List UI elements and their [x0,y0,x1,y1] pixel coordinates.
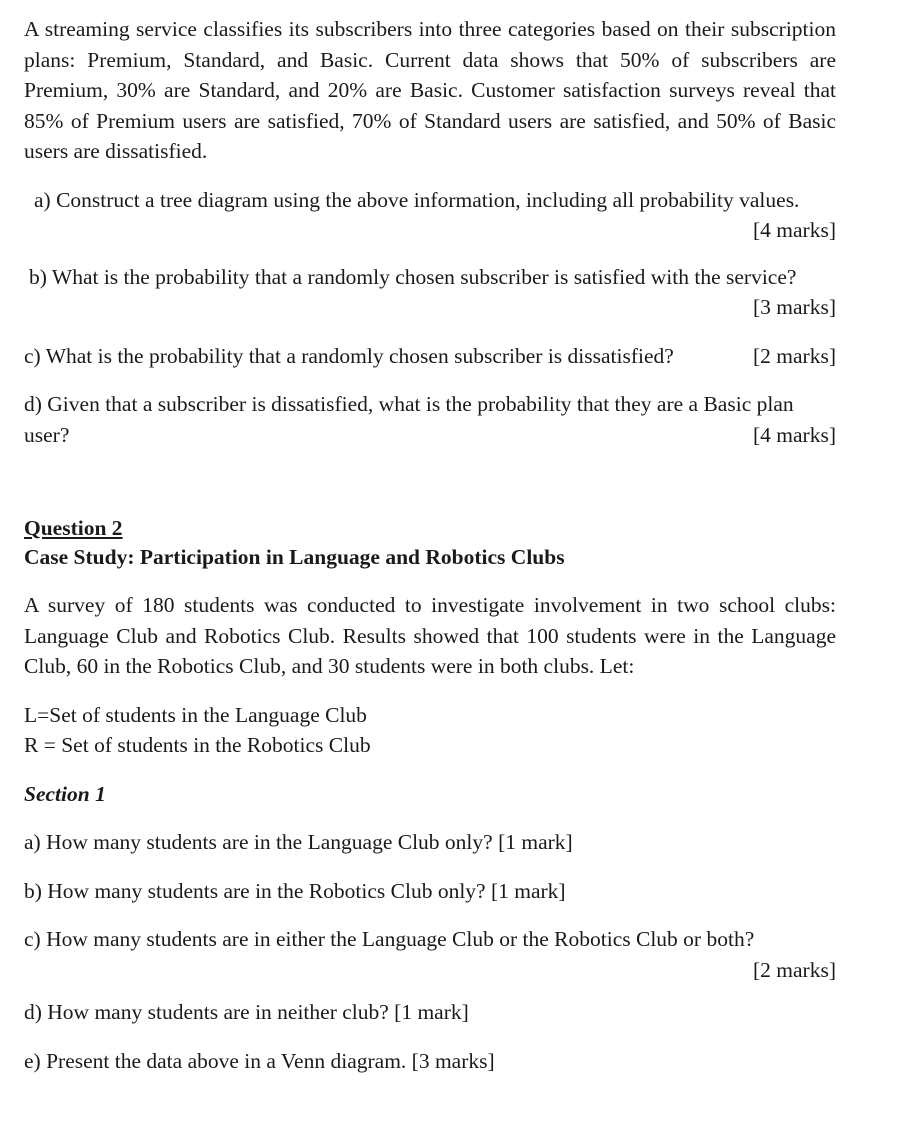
question-1-part-b [24,262,836,323]
question-1-part-a [24,185,836,246]
question-2-intro: A survey of 180 students was conducted to investigate involvement in two school clubs: Language Club and Robotics Club. Results showed that 100 students were in the Language Club, 60 in the Robotics Club, and 30 students were in both clubs. Let: [24,593,836,678]
question-1-part-c-marks: [2 marks] [753,343,836,368]
question-1-part-a-marks: [4 marks] [753,218,836,242]
question-1-part-b-marks: [3 marks] [753,295,836,319]
question-2-heading: Question 2 [24,516,123,540]
set-l-definition: L=Set of students in the Language Club [24,702,367,727]
section-1-item-c [24,924,836,985]
question-1-part-c [24,341,836,372]
question-2-subtitle: Case Study: Participation in Language and Robotics Clubs [24,545,565,569]
section-1-item-b: b) How many students are in the Robotics Club only? [1 mark] [24,878,566,903]
section-1-item-e: e) Present the data above in a Venn diagram. [3 marks] [24,1048,495,1073]
section-1-item-c-marks: [2 marks] [753,957,836,982]
question-1-part-d-marks: [4 marks] [753,422,836,447]
question-1-part-d [24,389,836,450]
document-page [24,14,836,1094]
section-1-item-d: d) How many students are in neither club? [1 mark] [24,1000,469,1024]
question-1-intro: A streaming service classifies its subscribers into three categories based on their subscription plans: Premium, Standard, and Basic. Current data shows that 50% of subscribers are Premium, 30% are Standard, and 20% are Basic. Customer satisfaction surveys reveal that 85% of Premium users are satisfied, 70% of Standard users are satisfied, and 50% of Basic users are dissatisfied. [24,17,836,163]
section-1-title: Section 1 [24,781,106,806]
set-r-definition: R = Set of students in the Robotics Club [24,733,371,757]
section-1-item-c-text: c) How many students are in either the Language Club or the Robotics Club or both? [24,927,755,951]
section-1-item-a: a) How many students are in the Language Club only? [1 mark] [24,830,573,854]
question-1-part-d-text-line1: d) Given that a subscriber is dissatisfied, what is the probability that they are a Basic plan [24,392,794,416]
question-1-part-a-text: a) Construct a tree diagram using the above information, including all probability values. [34,187,800,212]
question-1-part-d-text-line2: user? [24,422,70,447]
question-1-part-b-text: b) What is the probability that a randomly chosen subscriber is satisfied with the service? [29,264,797,289]
question-1-part-c-text: c) What is the probability that a randomly chosen subscriber is dissatisfied? [24,343,674,368]
set-definitions [24,700,836,761]
